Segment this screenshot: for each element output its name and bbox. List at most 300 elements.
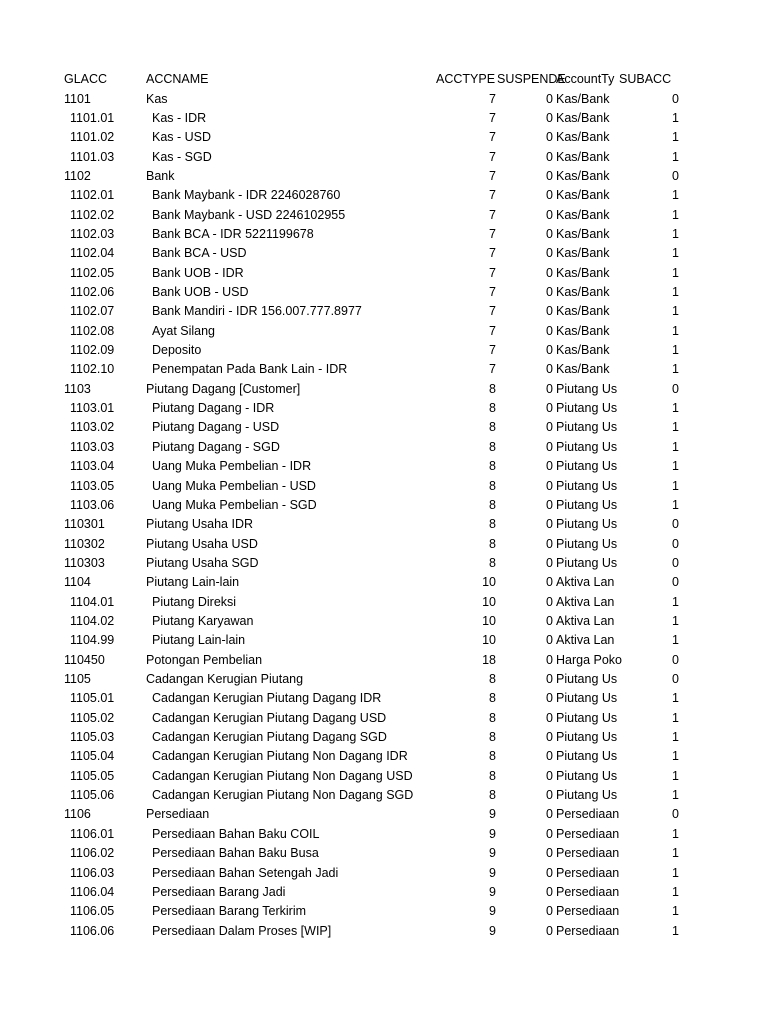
table-row	[0, 477, 768, 496]
accounttype-cell: Kas/Bank	[556, 226, 610, 241]
suspend-cell: 0	[546, 168, 553, 183]
accname-cell: Bank Maybank - IDR 2246028760	[152, 188, 341, 203]
accname-cell: Potongan Pembelian	[146, 652, 263, 667]
table-row	[0, 902, 768, 921]
suspend-cell: 0	[546, 304, 553, 319]
accname-cell: Ayat Silang	[152, 323, 216, 338]
suspend-cell: 0	[546, 730, 553, 745]
glacc-cell: 1102.10	[70, 362, 115, 377]
accounttype-cell: Kas/Bank	[556, 304, 610, 319]
acctype-cell: 7	[489, 188, 496, 203]
acctype-cell: 8	[489, 497, 496, 512]
acctype-cell: 8	[489, 420, 496, 435]
glacc-cell: 1102.02	[70, 207, 115, 222]
suspend-cell: 0	[546, 381, 553, 396]
accounttype-cell: Harga Poko	[556, 652, 623, 667]
accounttype-cell: Piutang Us	[556, 459, 618, 474]
glacc-cell: 110301	[64, 517, 105, 532]
suspend-cell: 0	[546, 594, 553, 609]
accname-cell: Persediaan Barang Terkirim	[152, 904, 307, 919]
glacc-cell: 1102.03	[70, 226, 115, 241]
table-row	[0, 651, 768, 670]
table-row	[0, 302, 768, 321]
accname-cell: Bank UOB - USD	[152, 285, 249, 299]
glacc-cell: 1105.06	[70, 788, 115, 803]
suspend-cell: 0	[546, 613, 553, 628]
table-row	[0, 109, 768, 128]
accname-cell: Uang Muka Pembelian - SGD	[152, 497, 317, 512]
subacc-cell: 1	[672, 826, 679, 841]
glacc-cell: 1103.04	[70, 459, 115, 474]
acctype-cell: 10	[482, 613, 496, 628]
glacc-cell: 1103.06	[70, 497, 115, 512]
suspend-cell: 0	[546, 923, 553, 938]
acctype-cell: 8	[489, 439, 496, 454]
accname-cell: Piutang Dagang - USD	[152, 420, 280, 435]
accounttype-cell: Piutang Us	[556, 439, 618, 454]
suspend-cell: 0	[546, 343, 553, 358]
table-row	[0, 535, 768, 554]
acctype-cell: 8	[489, 381, 496, 396]
glacc-cell: 1103.05	[70, 478, 115, 493]
accounttype-cell: Piutang Us	[556, 710, 618, 725]
suspend-cell: 0	[546, 362, 553, 377]
glacc-cell: 1105.02	[70, 710, 115, 725]
accounttype-cell: Kas/Bank	[556, 110, 610, 125]
subacc-cell: 0	[672, 575, 679, 590]
subacc-cell: 0	[672, 672, 679, 686]
accname-cell: Cadangan Kerugian Piutang Dagang USD	[152, 710, 387, 725]
subacc-cell: 0	[672, 652, 679, 667]
accname-cell: Bank Maybank - USD 2246102955	[152, 207, 346, 222]
suspend-cell: 0	[546, 497, 553, 512]
acctype-cell: 7	[489, 285, 496, 299]
accname-cell: Persediaan Dalam Proses [WIP]	[152, 923, 332, 938]
accname-cell: Penempatan Pada Bank Lain - IDR	[152, 362, 348, 377]
header-suspend: SUSPENDE	[497, 72, 566, 86]
suspend-cell: 0	[546, 226, 553, 241]
subacc-cell: 1	[672, 594, 679, 609]
glacc-cell: 1105.03	[70, 730, 115, 745]
glacc-cell: 1101	[64, 91, 91, 106]
acctype-cell: 8	[489, 401, 496, 416]
accname-cell: Kas - USD	[152, 130, 212, 145]
glacc-cell: 1102	[64, 168, 91, 183]
accname-cell: Bank BCA - IDR 5221199678	[152, 226, 314, 241]
subacc-cell: 1	[672, 226, 679, 241]
subacc-cell: 1	[672, 439, 679, 454]
subacc-cell: 1	[672, 362, 679, 377]
subacc-cell: 1	[672, 478, 679, 493]
acctype-cell: 9	[489, 923, 496, 938]
accounttype-cell: Kas/Bank	[556, 323, 610, 338]
acctype-cell: 8	[489, 478, 496, 493]
accname-cell: Piutang Dagang - SGD	[152, 439, 280, 454]
subacc-cell: 1	[672, 633, 679, 648]
glacc-cell: 1103.02	[70, 420, 115, 435]
accounttype-cell: Piutang Us	[556, 536, 618, 551]
suspend-cell: 0	[546, 652, 553, 667]
glacc-cell: 1101.01	[70, 110, 115, 125]
header-accname: ACCNAME	[146, 72, 209, 86]
glacc-cell: 110450	[64, 652, 105, 667]
subacc-cell: 1	[672, 420, 679, 435]
subacc-cell: 1	[672, 846, 679, 861]
acctype-cell: 7	[489, 149, 496, 164]
glacc-cell: 1103	[64, 381, 91, 396]
suspend-cell: 0	[546, 420, 553, 435]
glacc-cell: 1102.09	[70, 343, 115, 358]
subacc-cell: 0	[672, 807, 679, 822]
subacc-cell: 1	[672, 459, 679, 474]
acctype-cell: 7	[489, 226, 496, 241]
subacc-cell: 1	[672, 188, 679, 203]
suspend-cell: 0	[546, 768, 553, 783]
acctype-cell: 7	[489, 304, 496, 319]
accounttype-cell: Piutang Us	[556, 788, 618, 803]
accname-cell: Bank Mandiri - IDR 156.007.777.8977	[152, 304, 362, 319]
glacc-cell: 1105.01	[70, 691, 115, 706]
header-glacc: GLACC	[64, 72, 108, 86]
suspend-cell: 0	[546, 188, 553, 203]
acctype-cell: 10	[482, 594, 496, 609]
acctype-cell: 8	[489, 730, 496, 745]
accounttype-cell: Piutang Us	[556, 401, 618, 416]
subacc-cell: 1	[672, 497, 679, 512]
subacc-cell: 1	[672, 788, 679, 803]
accname-cell: Persediaan Bahan Baku Busa	[152, 846, 319, 861]
accounttype-cell: Piutang Us	[556, 691, 618, 706]
suspend-cell: 0	[546, 672, 553, 686]
accname-cell: Uang Muka Pembelian - USD	[152, 478, 316, 493]
accname-cell: Bank UOB - IDR	[152, 265, 244, 280]
table-row	[0, 148, 768, 167]
accounttype-cell: Piutang Us	[556, 672, 618, 686]
glacc-cell: 1102.07	[70, 304, 115, 319]
accname-cell: Piutang Dagang - IDR	[152, 401, 275, 416]
glacc-cell: 1103.01	[70, 401, 115, 416]
acctype-cell: 8	[489, 788, 496, 803]
suspend-cell: 0	[546, 691, 553, 706]
suspend-cell: 0	[546, 110, 553, 125]
acctype-cell: 7	[489, 265, 496, 280]
subacc-cell: 1	[672, 884, 679, 899]
table-row	[0, 438, 768, 457]
table-row	[0, 322, 768, 341]
acctype-cell: 7	[489, 362, 496, 377]
table-row	[0, 631, 768, 650]
accname-cell: Piutang Lain-lain	[152, 633, 246, 648]
suspend-cell: 0	[546, 884, 553, 899]
subacc-cell: 0	[672, 168, 679, 183]
subacc-cell: 0	[672, 536, 679, 551]
accname-cell: Piutang Usaha USD	[146, 536, 258, 551]
header-accounttype: AccountTy	[556, 72, 615, 86]
subacc-cell: 1	[672, 768, 679, 783]
suspend-cell: 0	[546, 130, 553, 145]
table-row	[0, 380, 768, 399]
table-row	[0, 767, 768, 786]
subacc-cell: 1	[672, 323, 679, 338]
accounttype-cell: Piutang Us	[556, 730, 618, 745]
glacc-cell: 1101.02	[70, 130, 115, 145]
subacc-cell: 0	[672, 381, 679, 396]
accounttype-cell: Piutang Us	[556, 420, 618, 435]
glacc-cell: 1104.02	[70, 613, 115, 628]
accounttype-cell: Kas/Bank	[556, 285, 610, 299]
acctype-cell: 7	[489, 110, 496, 125]
table-row	[0, 922, 768, 941]
subacc-cell: 1	[672, 613, 679, 628]
subacc-cell: 1	[672, 130, 679, 145]
suspend-cell: 0	[546, 788, 553, 803]
table-row	[0, 360, 768, 379]
glacc-cell: 110302	[64, 536, 105, 551]
table-row	[0, 786, 768, 805]
acctype-cell: 7	[489, 323, 496, 338]
subacc-cell: 1	[672, 401, 679, 416]
header-acctype: ACCTYPE	[436, 72, 496, 86]
acctype-cell: 9	[489, 884, 496, 899]
acctype-cell: 8	[489, 749, 496, 764]
table-row	[0, 670, 768, 689]
acctype-cell: 10	[482, 633, 496, 648]
table-row	[0, 805, 768, 824]
glacc-cell: 1106.04	[70, 884, 115, 899]
accname-cell: Cadangan Kerugian Piutang Dagang SGD	[152, 730, 387, 745]
accounttype-cell: Piutang Us	[556, 555, 618, 570]
table-row	[0, 244, 768, 263]
table-row	[0, 457, 768, 476]
acctype-cell: 8	[489, 768, 496, 783]
accname-cell: Deposito	[152, 343, 202, 358]
glacc-cell: 1102.01	[70, 188, 115, 203]
acctype-cell: 7	[489, 246, 496, 261]
glacc-cell: 110303	[64, 555, 105, 570]
subacc-cell: 1	[672, 304, 679, 319]
subacc-cell: 0	[672, 517, 679, 532]
acctype-cell: 7	[489, 168, 496, 183]
table-row	[0, 206, 768, 225]
table-row	[0, 825, 768, 844]
subacc-cell: 1	[672, 246, 679, 261]
acctype-cell: 9	[489, 846, 496, 861]
acctype-cell: 8	[489, 672, 496, 686]
accounttype-cell: Kas/Bank	[556, 149, 610, 164]
table-row	[0, 883, 768, 902]
accounttype-cell: Kas/Bank	[556, 343, 610, 358]
table-row	[0, 225, 768, 244]
accounttype-cell: Kas/Bank	[556, 207, 610, 222]
table-row	[0, 90, 768, 109]
accounttype-cell: Piutang Us	[556, 497, 618, 512]
accounttype-cell: Persediaan	[556, 807, 620, 822]
glacc-cell: 1105	[64, 672, 91, 686]
subacc-cell: 0	[672, 91, 679, 106]
accounttype-cell: Persediaan	[556, 904, 620, 919]
accname-cell: Piutang Dagang [Customer]	[146, 381, 301, 396]
accounttype-cell: Persediaan	[556, 846, 620, 861]
suspend-cell: 0	[546, 633, 553, 648]
accname-cell: Bank	[146, 168, 175, 183]
header-subacc: SUBACC	[619, 72, 672, 86]
acctype-cell: 8	[489, 555, 496, 570]
suspend-cell: 0	[546, 285, 553, 299]
accounttype-cell: Kas/Bank	[556, 246, 610, 261]
accounttype-cell: Kas/Bank	[556, 188, 610, 203]
accounttype-cell: Kas/Bank	[556, 362, 610, 377]
accname-cell: Piutang Direksi	[152, 594, 237, 609]
accounttype-cell: Kas/Bank	[556, 168, 610, 183]
accounttype-cell: Piutang Us	[556, 478, 618, 493]
accounttype-cell: Kas/Bank	[556, 91, 610, 106]
acctype-cell: 9	[489, 826, 496, 841]
table-row	[0, 341, 768, 360]
suspend-cell: 0	[546, 807, 553, 822]
accname-cell: Persediaan	[146, 807, 210, 822]
glacc-cell: 1101.03	[70, 149, 115, 164]
table-row	[0, 515, 768, 534]
acctype-cell: 8	[489, 517, 496, 532]
table-row	[0, 496, 768, 515]
glacc-cell: 1104	[64, 575, 91, 590]
glacc-cell: 1106.05	[70, 904, 115, 919]
accname-cell: Persediaan Bahan Setengah Jadi	[152, 865, 339, 880]
subacc-cell: 1	[672, 285, 679, 299]
accounttype-cell: Piutang Us	[556, 517, 618, 532]
subacc-cell: 1	[672, 691, 679, 706]
table-row	[0, 844, 768, 863]
acctype-cell: 9	[489, 807, 496, 822]
acctype-cell: 9	[489, 904, 496, 919]
accounttype-cell: Piutang Us	[556, 768, 618, 783]
suspend-cell: 0	[546, 826, 553, 841]
acctype-cell: 10	[482, 575, 496, 590]
suspend-cell: 0	[546, 517, 553, 532]
accname-cell: Cadangan Kerugian Piutang Non Dagang IDR	[152, 749, 408, 764]
subacc-cell: 1	[672, 749, 679, 764]
glacc-cell: 1104.99	[70, 633, 115, 648]
table-row	[0, 747, 768, 766]
table-row	[0, 167, 768, 186]
table-row	[0, 186, 768, 205]
acctype-cell: 9	[489, 865, 496, 880]
suspend-cell: 0	[546, 401, 553, 416]
accname-cell: Piutang Lain-lain	[146, 575, 240, 590]
glacc-cell: 1104.01	[70, 594, 115, 609]
acctype-cell: 8	[489, 710, 496, 725]
acctype-cell: 7	[489, 207, 496, 222]
suspend-cell: 0	[546, 555, 553, 570]
subacc-cell: 1	[672, 730, 679, 745]
suspend-cell: 0	[546, 323, 553, 338]
table-row	[0, 128, 768, 147]
suspend-cell: 0	[546, 265, 553, 280]
accname-cell: Piutang Usaha IDR	[146, 517, 254, 532]
accname-cell: Kas	[146, 91, 168, 106]
glacc-cell: 1106.06	[70, 923, 115, 938]
accname-cell: Kas - SGD	[152, 149, 212, 164]
suspend-cell: 0	[546, 246, 553, 261]
table-row	[0, 554, 768, 573]
suspend-cell: 0	[546, 439, 553, 454]
suspend-cell: 0	[546, 459, 553, 474]
acctype-cell: 8	[489, 459, 496, 474]
suspend-cell: 0	[546, 149, 553, 164]
glacc-cell: 1102.06	[70, 285, 115, 299]
subacc-cell: 1	[672, 923, 679, 938]
subacc-cell: 0	[672, 555, 679, 570]
suspend-cell: 0	[546, 536, 553, 551]
header-row	[0, 70, 768, 89]
accounttype-cell: Persediaan	[556, 865, 620, 880]
accounttype-cell: Persediaan	[556, 826, 620, 841]
accounttype-cell: Piutang Us	[556, 381, 618, 396]
accounttype-cell: Aktiva Lan	[556, 633, 615, 648]
suspend-cell: 0	[546, 865, 553, 880]
accname-cell: Piutang Usaha SGD	[146, 555, 259, 570]
acctype-cell: 7	[489, 91, 496, 106]
suspend-cell: 0	[546, 749, 553, 764]
glacc-cell: 1102.05	[70, 265, 115, 280]
suspend-cell: 0	[546, 710, 553, 725]
table-row	[0, 399, 768, 418]
accounttype-cell: Aktiva Lan	[556, 613, 615, 628]
accounttype-cell: Persediaan	[556, 884, 620, 899]
table-row	[0, 709, 768, 728]
accname-cell: Piutang Karyawan	[152, 613, 254, 628]
suspend-cell: 0	[546, 846, 553, 861]
subacc-cell: 1	[672, 865, 679, 880]
glacc-cell: 1105.05	[70, 768, 115, 783]
table-row	[0, 264, 768, 283]
accounttype-cell: Aktiva Lan	[556, 594, 615, 609]
suspend-cell: 0	[546, 904, 553, 919]
glacc-cell: 1102.08	[70, 323, 115, 338]
acctype-cell: 7	[489, 130, 496, 145]
table-row	[0, 593, 768, 612]
accname-cell: Uang Muka Pembelian - IDR	[152, 459, 312, 474]
accounttype-cell: Aktiva Lan	[556, 575, 615, 590]
table-row	[0, 573, 768, 592]
subacc-cell: 1	[672, 904, 679, 919]
acctype-cell: 8	[489, 691, 496, 706]
accname-cell: Persediaan Barang Jadi	[152, 884, 286, 899]
acctype-cell: 8	[489, 536, 496, 551]
subacc-cell: 1	[672, 207, 679, 222]
suspend-cell: 0	[546, 91, 553, 106]
accounttype-cell: Persediaan	[556, 923, 620, 938]
subacc-cell: 1	[672, 343, 679, 358]
accounttype-cell: Kas/Bank	[556, 130, 610, 145]
accname-cell: Bank BCA - USD	[152, 246, 247, 261]
subacc-cell: 1	[672, 710, 679, 725]
accounttype-cell: Piutang Us	[556, 749, 618, 764]
table-row	[0, 728, 768, 747]
subacc-cell: 1	[672, 265, 679, 280]
subacc-cell: 1	[672, 149, 679, 164]
suspend-cell: 0	[546, 478, 553, 493]
table-row	[0, 864, 768, 883]
accname-cell: Cadangan Kerugian Piutang	[146, 672, 304, 686]
glacc-cell: 1106	[64, 807, 91, 822]
accname-cell: Persediaan Bahan Baku COIL	[152, 826, 320, 841]
suspend-cell: 0	[546, 207, 553, 222]
accname-cell: Cadangan Kerugian Piutang Dagang IDR	[152, 691, 382, 706]
table-row	[0, 612, 768, 631]
acctype-cell: 18	[482, 652, 496, 667]
accname-cell: Kas - IDR	[152, 110, 207, 125]
